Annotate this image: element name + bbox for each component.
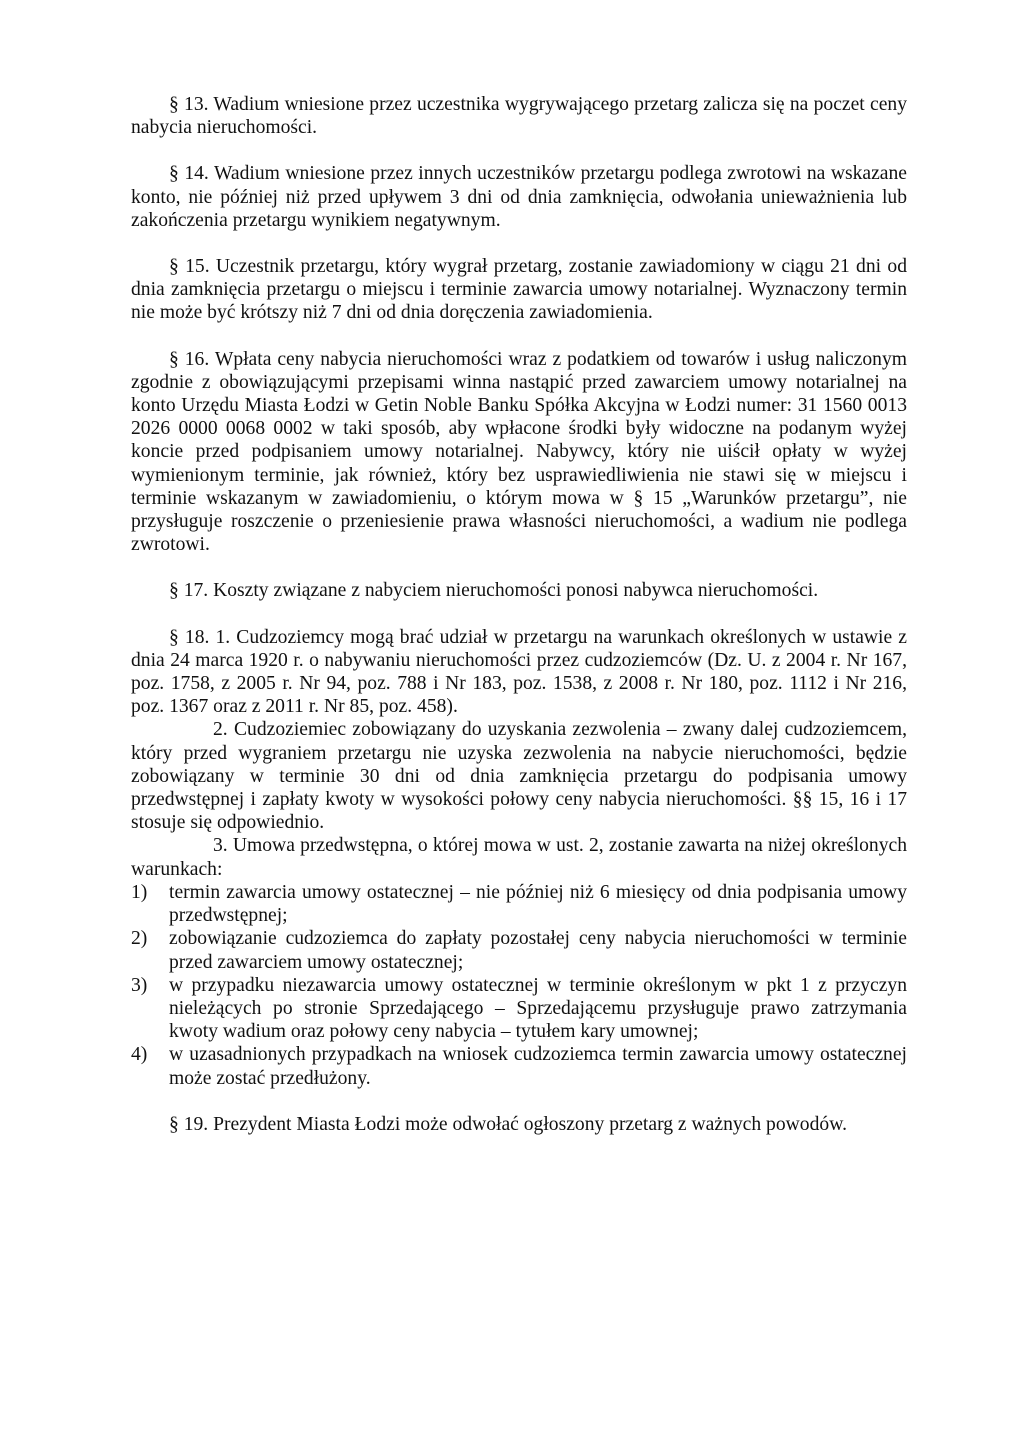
- list-item-number: 1): [131, 881, 148, 903]
- list-item: [131, 927, 907, 973]
- conditions-list: [131, 881, 907, 1090]
- paragraph-18-ust-2: 2. Cudzoziemiec zobowiązany do uzyskania zezwolenia – zwany dalej cudzoziemcem, który przed wygraniem przetargu nie uzyska zezwolenia na nabycie nieruchomości, będzie zobowiązany w terminie 30 dni od dnia zamknięcia przetargu do podpisania umowy przedwstępnej i zapłaty kwoty w wysokości połowy ceny nabycia nieruchomości. §§ 15, 16 i 17 stosuje się odpowiednio.: [131, 719, 907, 834]
- list-item: [131, 974, 907, 1044]
- list-item-number: 2): [131, 928, 148, 950]
- paragraph-18-ust-3: 3. Umowa przedwstępna, o której mowa w ust. 2, zostanie zawarta na niżej określonych warunkach:: [131, 835, 907, 880]
- list-item-text: w przypadku niezawarcia umowy ostatecznej w terminie określonym w pkt 1 z przyczyn nieleżących po stronie Sprzedającego – Sprzedającemu przysługuje prawo zatrzymania kwoty wadium oraz połowy ceny nabycia – tytułem kary umownej;: [169, 974, 907, 1043]
- paragraph-16: § 16. Wpłata ceny nabycia nieruchomości wraz z podatkiem od towarów i usług naliczonym zgodnie z obowiązującymi przepisami winna nastąpić przed zawarciem umowy notarialnej na konto Urzędu Miasta Łodzi w Getin Noble Banku Spółka Akcyjna w Łodzi numer: 31 1560 0013 2026 0000 0068 0002 w taki sposób, aby wpłacone środki były widoczne na podanym wyżej koncie przed podpisaniem umowy notarialnej. Nabywcy, który nie uiścił opłaty w wyżej wymienionym terminie, jak również, który bez usprawiedliwienia nie stawi się w miejscu i terminie wskazanym w zawiadomieniu, o którym mowa w § 15 „Warunków przetargu”, nie przysługuje roszczenie o przeniesienie prawa własności nieruchomości, a wadium nie podlega zwrotowi.: [131, 348, 907, 556]
- paragraph-13: § 13. Wadium wniesione przez uczestnika wygrywającego przetarg zalicza się na poczet ceny nabycia nieruchomości.: [131, 94, 907, 139]
- paragraph-18-ust-1: § 18. 1. Cudzoziemcy mogą brać udział w przetargu na warunkach określonych w ustawie z dnia 24 marca 1920 r. o nabywaniu nieruchomości przez cudzoziemców (Dz. U. z 2004 r. Nr 167, poz. 1758, z 2005 r. Nr 94, poz. 788 i Nr 183, poz. 1538, z 2008 r. Nr 180, poz. 1112 i Nr 216, poz. 1367 oraz z 2011 r. Nr 85, poz. 458).: [131, 626, 907, 718]
- paragraph-15: § 15. Uczestnik przetargu, który wygrał przetarg, zostanie zawiadomiony w ciągu 21 dni od dnia zamknięcia przetargu o miejscu i terminie zawarcia umowy notarialnej. Wyznaczony termin nie może być krótszy niż 7 dni od dnia doręczenia zawiadomienia.: [131, 256, 907, 324]
- list-item-text: termin zawarcia umowy ostatecznej – nie później niż 6 miesięcy od dnia podpisania umowy przedwstępnej;: [169, 881, 907, 927]
- list-item-text: w uzasadnionych przypadkach na wniosek cudzoziemca termin zawarcia umowy ostatecznej może zostać przedłużony.: [169, 1044, 907, 1089]
- list-item: [131, 1043, 907, 1089]
- document-page: [131, 93, 907, 1136]
- list-item-number: 4): [131, 1044, 148, 1066]
- paragraph-19: § 19. Prezydent Miasta Łodzi może odwołać ogłoszony przetarg z ważnych powodów.: [169, 1113, 847, 1135]
- paragraph-17: § 17. Koszty związane z nabyciem nieruchomości ponosi nabywca nieruchomości.: [169, 580, 819, 602]
- list-item-text: zobowiązanie cudzoziemca do zapłaty pozostałej ceny nabycia nieruchomości w terminie przed zawarciem umowy ostatecznej;: [169, 928, 907, 973]
- list-item-number: 3): [131, 974, 148, 996]
- paragraph-14: § 14. Wadium wniesione przez innych uczestników przetargu podlega zwrotowi na wskazane konto, nie później niż przed upływem 3 dni od dnia zamknięcia, odwołania unieważnienia lub zakończenia przetargu wynikiem negatywnym.: [131, 163, 907, 231]
- list-item: [131, 881, 907, 927]
